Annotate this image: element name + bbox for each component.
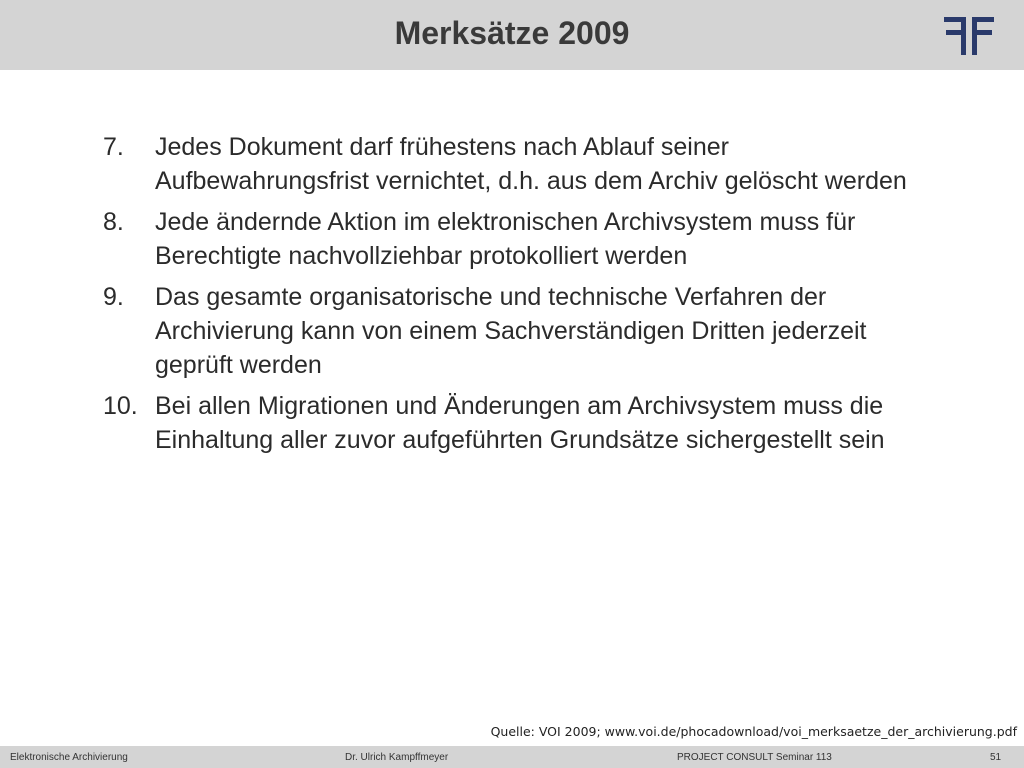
footer-seminar: PROJECT CONSULT Seminar 113: [677, 752, 832, 763]
list-item: [100, 280, 940, 382]
item-number: 8.: [103, 208, 124, 236]
item-text: Jedes Dokument darf frühestens nach Ablauf seiner Aufbewahrungsfrist vernichtet, d.h. aus dem Archiv gelöscht werden: [155, 133, 907, 195]
item-number: 9.: [103, 283, 124, 311]
list-item: [100, 130, 940, 198]
slide-title: Merksätze 2009: [394, 15, 630, 51]
list-item: [100, 205, 940, 273]
item-number: 7.: [103, 133, 124, 161]
item-number: 10.: [103, 392, 138, 420]
source-citation: Quelle: VOI 2009; www.voi.de/phocadownload/voi_merksaetze_der_archivierung.pdf: [490, 724, 1017, 739]
item-text: Bei allen Migrationen und Änderungen am Archivsystem muss die Einhaltung aller zuvor aufgeführten Grundsätze sichergestellt sein: [155, 392, 885, 454]
merksaetze-list: [100, 130, 940, 464]
footer-course-title: Elektronische Archivierung: [10, 752, 128, 763]
title-bar: [0, 0, 1024, 70]
list-item: [100, 389, 940, 457]
item-text: Das gesamte organisatorische und technische Verfahren der Archivierung kann von einem Sachverständigen Dritten jederzeit geprüft werden: [155, 283, 867, 379]
page-number: 51: [990, 752, 1002, 763]
footer: [0, 746, 1024, 768]
project-consult-logo: [944, 14, 994, 58]
item-text: Jede ändernde Aktion im elektronischen Archivsystem muss für Berechtigte nachvollziehbar protokolliert werden: [155, 208, 856, 270]
footer-author: Dr. Ulrich Kampffmeyer: [345, 752, 449, 763]
